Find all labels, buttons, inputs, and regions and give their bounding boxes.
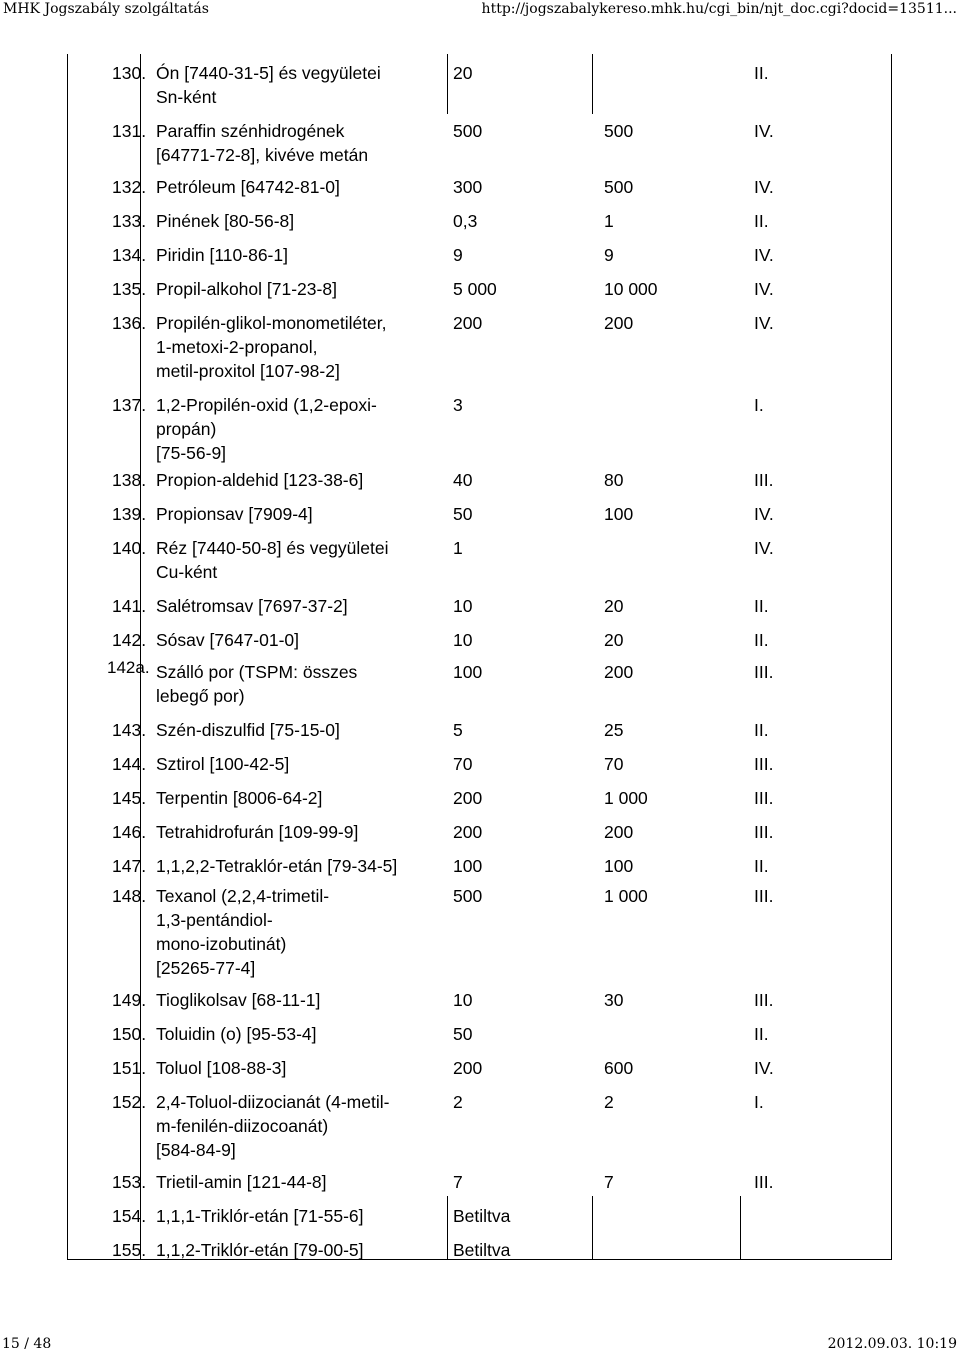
limit-value-1: Betiltva: [453, 1206, 511, 1226]
limit-value-1: 200: [453, 313, 483, 333]
row-number: 138.: [112, 470, 147, 490]
limit-value-2: 10 000: [604, 279, 658, 299]
substance-name-line: Toluidin (o) [95-53-4]: [156, 1024, 317, 1044]
substance-name-line: Toluol [108-88-3]: [156, 1058, 287, 1078]
limit-value-1: 50: [453, 504, 473, 524]
substance-name-line: [64771-72-8], kivéve metán: [156, 145, 369, 165]
hazard-class: IV.: [754, 504, 774, 524]
substance-name: [156, 393, 377, 465]
row-number: 142a.: [107, 658, 150, 677]
limit-value-1: 100: [453, 856, 483, 876]
hazard-class: IV.: [754, 313, 774, 333]
hazard-class: II.: [754, 211, 769, 231]
limit-value-2: 20: [604, 596, 624, 616]
substance-name-line: [75-56-9]: [156, 443, 227, 463]
row-number: 133.: [112, 211, 147, 231]
substance-name: [156, 854, 397, 878]
substance-name-line: Sósav [7647-01-0]: [156, 630, 300, 650]
hazard-class: II.: [754, 856, 769, 876]
substance-name-line: Trietil-amin [121-44-8]: [156, 1172, 327, 1192]
substance-name: [156, 536, 389, 584]
hazard-class: IV.: [754, 177, 774, 197]
limit-value-1: 2: [453, 1092, 463, 1112]
hazard-class: IV.: [754, 1058, 774, 1078]
page-number: 15 / 48: [2, 1336, 52, 1352]
limit-value-2: 1 000: [604, 886, 648, 906]
hazard-class: III.: [754, 788, 774, 808]
hazard-class: II.: [754, 720, 769, 740]
row-number: 149.: [112, 990, 147, 1010]
substance-name-line: Paraffin szénhidrogének: [156, 121, 345, 141]
substance-name: [156, 1022, 317, 1046]
hazard-class: IV.: [754, 279, 774, 299]
header-url[interactable]: http://jogszabalykereso.mhk.hu/cgi_bin/njt_doc.cgi?docid=13511...: [481, 1, 957, 17]
limit-value-2: 7: [604, 1172, 614, 1192]
limit-value-2: 70: [604, 754, 624, 774]
hazard-class: III.: [754, 990, 774, 1010]
header-site-title: MHK Jogszabály szolgáltatás: [3, 1, 209, 17]
substance-name: [156, 786, 322, 810]
hazard-class: IV.: [754, 245, 774, 265]
limit-value-1: 70: [453, 754, 473, 774]
hazard-class: III.: [754, 886, 774, 906]
row-number: 140.: [112, 538, 147, 558]
row-number: 153.: [112, 1172, 147, 1192]
limit-value-2: 500: [604, 177, 634, 197]
substance-name-line: 1,1,1-Triklór-etán [71-55-6]: [156, 1206, 364, 1226]
limit-value-2: 1 000: [604, 788, 648, 808]
limit-value-1: 1: [453, 538, 463, 558]
limit-value-2: 600: [604, 1058, 634, 1078]
substance-name: [156, 175, 340, 199]
substance-name-line: Sn-ként: [156, 87, 217, 107]
hazard-class: III.: [754, 1172, 774, 1192]
row-number: 141.: [112, 596, 147, 616]
substance-name-line: 1,2-Propilén-oxid (1,2-epoxi-: [156, 395, 377, 415]
substance-name: [156, 752, 289, 776]
limit-value-1: Betiltva: [453, 1240, 511, 1260]
hazard-class: IV.: [754, 538, 774, 558]
hazard-class: II.: [754, 1024, 769, 1044]
substance-name-line: Salétromsav [7697-37-2]: [156, 596, 348, 616]
limit-value-1: 200: [453, 822, 483, 842]
substance-name: [156, 660, 357, 708]
substance-name: [156, 209, 294, 233]
substance-name: [156, 468, 363, 492]
substance-name-line: m-fenilén-diizocoanát): [156, 1116, 329, 1136]
substance-name-line: 1,3-pentándiol-: [156, 910, 273, 930]
limit-value-1: 10: [453, 990, 473, 1010]
print-timestamp: 2012.09.03. 10:19: [827, 1336, 957, 1352]
substance-name-line: Petróleum [64742-81-0]: [156, 177, 340, 197]
row-number: 147.: [112, 856, 147, 876]
substance-name-line: Réz [7440-50-8] és vegyületei: [156, 538, 389, 558]
substance-name-line: 1,1,2-Triklór-etán [79-00-5]: [156, 1240, 364, 1260]
limit-value-2: 200: [604, 822, 634, 842]
row-number: 152.: [112, 1092, 147, 1112]
row-number: 150.: [112, 1024, 147, 1044]
substance-name: [156, 628, 299, 652]
hazard-class: IV.: [754, 121, 774, 141]
hazard-class: I.: [754, 1092, 764, 1112]
limit-value-1: 5: [453, 720, 463, 740]
limit-value-2: 9: [604, 245, 614, 265]
substance-name-line: Propilén-glikol-monometiléter,: [156, 313, 387, 333]
limit-value-1: 5 000: [453, 279, 497, 299]
limit-value-1: 7: [453, 1172, 463, 1192]
limit-value-1: 500: [453, 121, 483, 141]
limit-value-2: 80: [604, 470, 624, 490]
limit-value-2: 100: [604, 504, 634, 524]
substance-name-line: mono-izobutinát): [156, 934, 287, 954]
substance-name-line: lebegő por): [156, 686, 245, 706]
substance-name-line: Tioglikolsav [68-11-1]: [156, 990, 321, 1010]
limit-value-1: 300: [453, 177, 483, 197]
substance-name: [156, 311, 387, 383]
substance-name: [156, 1090, 389, 1162]
substance-name: [156, 1204, 364, 1228]
row-number: 132.: [112, 177, 147, 197]
hazard-class: III.: [754, 822, 774, 842]
browser-print-footer: [0, 1335, 960, 1355]
substance-name-line: propán): [156, 419, 217, 439]
substance-name: [156, 1170, 327, 1194]
limit-value-1: 50: [453, 1024, 473, 1044]
substance-name-line: 1,1,2,2-Tetraklór-etán [79-34-5]: [156, 856, 398, 876]
hazard-class: II.: [754, 63, 769, 83]
row-number: 137.: [112, 395, 147, 415]
limit-value-2: 1: [604, 211, 614, 231]
row-number: 148.: [112, 886, 147, 906]
row-number: 143.: [112, 720, 147, 740]
substance-name-line: Szén-diszulfid [75-15-0]: [156, 720, 340, 740]
limit-value-2: 20: [604, 630, 624, 650]
substance-name-line: Terpentin [8006-64-2]: [156, 788, 323, 808]
limit-value-1: 500: [453, 886, 483, 906]
browser-print-header: [0, 0, 960, 22]
substance-name: [156, 119, 368, 167]
row-number: 136.: [112, 313, 147, 333]
hazard-class: III.: [754, 470, 774, 490]
substance-name: [156, 820, 358, 844]
hazard-class: III.: [754, 754, 774, 774]
substance-name: [156, 243, 288, 267]
row-number: 134.: [112, 245, 147, 265]
row-number: 142.: [112, 630, 147, 650]
substance-name-line: Sztirol [100-42-5]: [156, 754, 290, 774]
limit-value-1: 3: [453, 395, 463, 415]
limit-value-2: 200: [604, 313, 634, 333]
hazard-class: I.: [754, 395, 764, 415]
row-number: 145.: [112, 788, 147, 808]
limit-value-1: 10: [453, 596, 473, 616]
row-number: 130.: [112, 63, 147, 83]
hazard-class: II.: [754, 596, 769, 616]
row-number: 139.: [112, 504, 147, 524]
substance-name-line: Texanol (2,2,4-trimetil-: [156, 886, 330, 906]
substance-name-line: Propil-alkohol [71-23-8]: [156, 279, 337, 299]
limit-value-2: 25: [604, 720, 624, 740]
substance-name: [156, 884, 329, 980]
limit-value-1: 0,3: [453, 211, 478, 231]
substance-name: [156, 1056, 286, 1080]
limit-value-2: 200: [604, 662, 634, 682]
substance-name-line: Cu-ként: [156, 562, 218, 582]
limit-value-1: 100: [453, 662, 483, 682]
limit-value-2: 2: [604, 1092, 614, 1112]
limit-value-2: 100: [604, 856, 634, 876]
row-number: 144.: [112, 754, 147, 774]
substance-name-line: 1-metoxi-2-propanol,: [156, 337, 318, 357]
row-number: 135.: [112, 279, 147, 299]
row-number: 146.: [112, 822, 147, 842]
substance-name: [156, 718, 340, 742]
hazard-class: III.: [754, 662, 774, 682]
substance-name: [156, 988, 320, 1012]
limit-value-1: 200: [453, 788, 483, 808]
limit-value-1: 9: [453, 245, 463, 265]
substance-name-line: Szálló por (TSPM: összes: [156, 662, 358, 682]
substance-name-line: metil-proxitol [107-98-2]: [156, 361, 340, 381]
limit-value-1: 40: [453, 470, 473, 490]
row-number: 131.: [112, 121, 147, 141]
substance-name: [156, 277, 337, 301]
substance-name-line: Ón [7440-31-5] és vegyületei: [156, 63, 381, 83]
limit-value-2: 500: [604, 121, 634, 141]
substance-name: [156, 502, 313, 526]
substance-name-line: Propionsav [7909-4]: [156, 504, 313, 524]
substance-name: [156, 1238, 364, 1262]
substance-name-line: [584-84-9]: [156, 1140, 236, 1160]
hazard-class: II.: [754, 630, 769, 650]
limit-value-1: 200: [453, 1058, 483, 1078]
limit-value-1: 10: [453, 630, 473, 650]
substance-name-line: Pinének [80-56-8]: [156, 211, 295, 231]
substance-name: [156, 61, 381, 109]
substance-name-line: Propion-aldehid [123-38-6]: [156, 470, 364, 490]
substance-name-line: [25265-77-4]: [156, 958, 256, 978]
limit-value-1: 20: [453, 63, 473, 83]
row-number: 155.: [112, 1240, 147, 1260]
row-number: 154.: [112, 1206, 147, 1226]
substance-name-line: Tetrahidrofurán [109-99-9]: [156, 822, 359, 842]
substance-name-line: Piridin [110-86-1]: [156, 245, 288, 265]
substance-name: [156, 594, 348, 618]
limit-value-2: 30: [604, 990, 624, 1010]
row-number: 151.: [112, 1058, 147, 1078]
substance-name-line: 2,4-Toluol-diizocianát (4-metil-: [156, 1092, 390, 1112]
